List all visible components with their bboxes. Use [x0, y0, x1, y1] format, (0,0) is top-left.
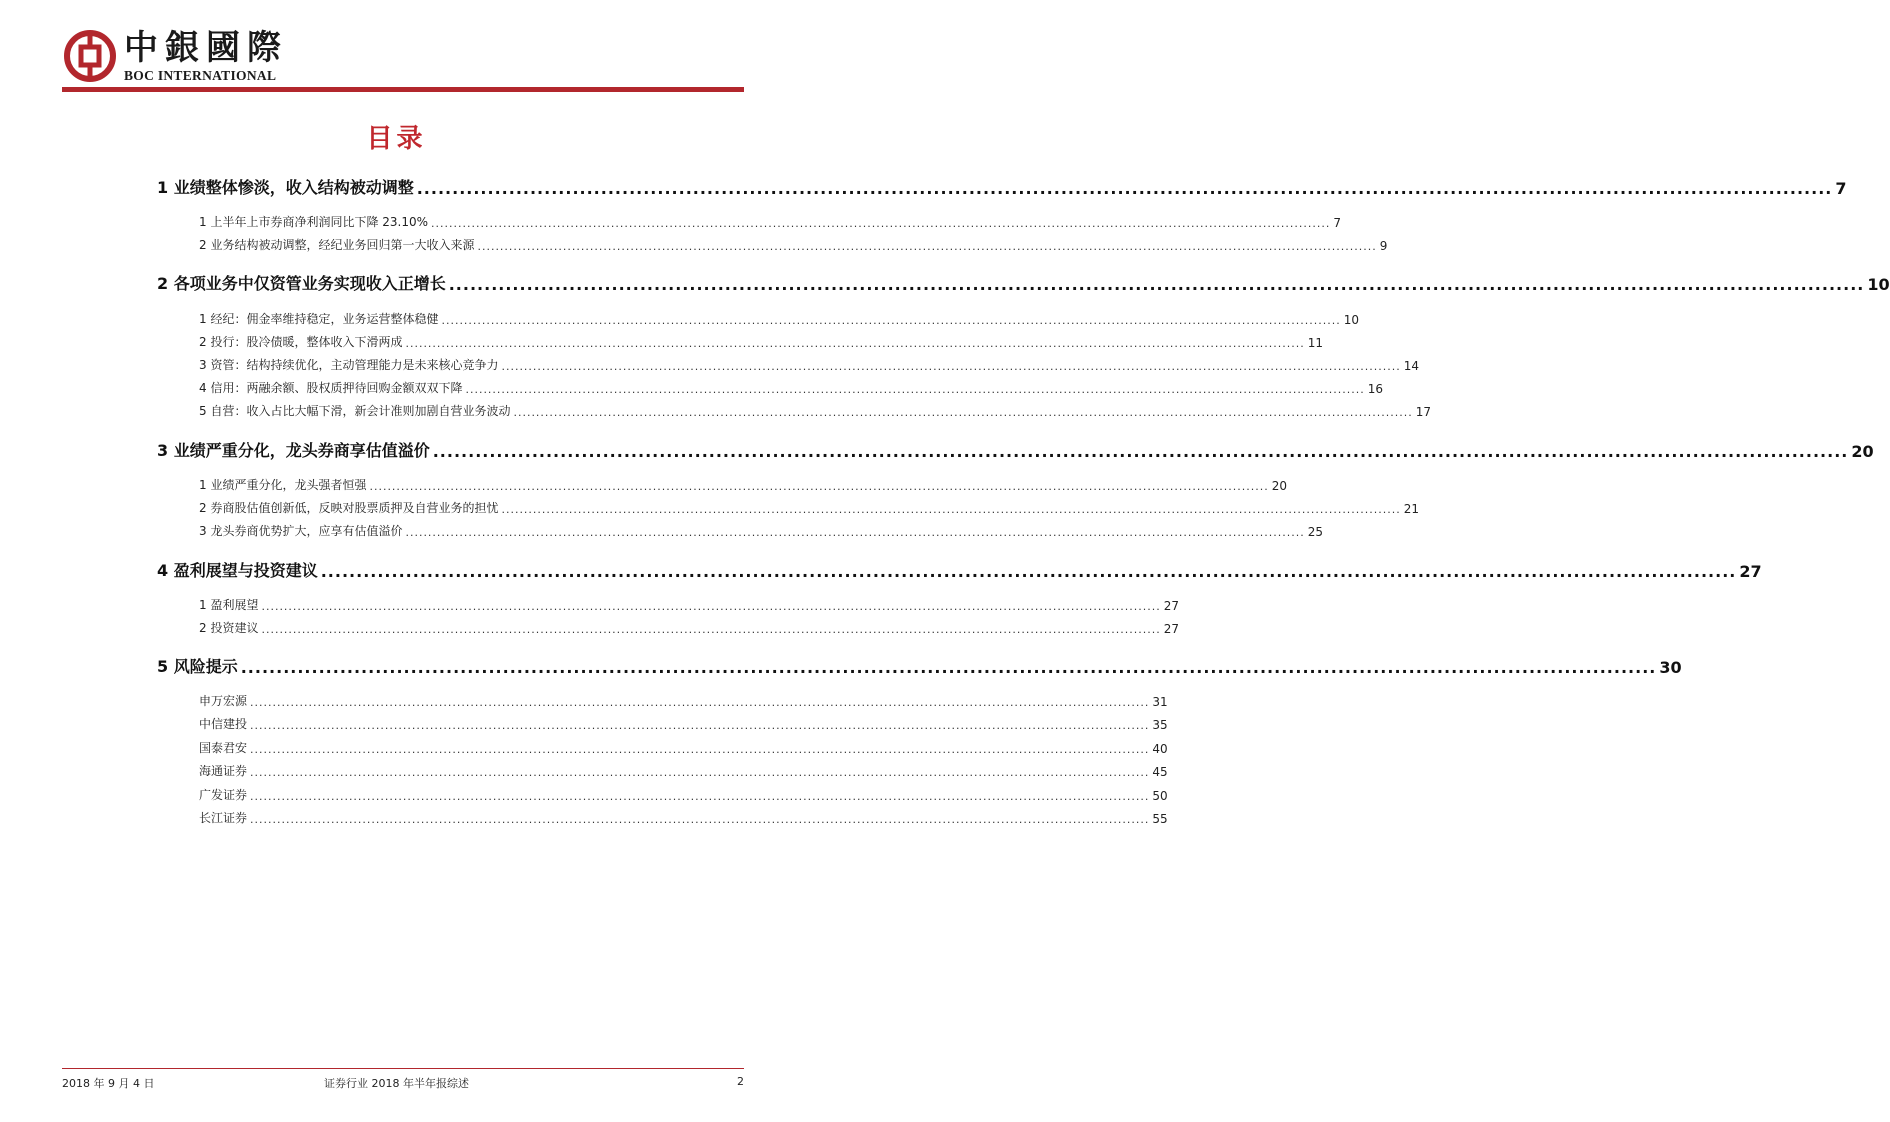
toc-section-3[interactable] — [157, 439, 1874, 461]
toc-item-label: 4 信用：两融余额、股权质押待回购金额双双下降 — [199, 381, 463, 395]
toc-section-page: 27 — [1739, 562, 1762, 581]
toc-section-page: 20 — [1851, 442, 1874, 461]
boc-logo-icon — [64, 30, 116, 82]
toc-item-label: 1 经纪：佣金率维持稳定，业务运营整体稳健 — [199, 312, 439, 326]
toc-item-2-3[interactable] — [199, 357, 1420, 373]
toc-item-4-2[interactable] — [199, 620, 1180, 636]
toc-item-label: 2 券商股估值创新低，反映对股票质押及自营业务的担忧 — [199, 501, 499, 515]
leader-dots: ........................................................................................................................................................................................................ — [432, 442, 1849, 461]
toc-section-label: 4 盈利展望与投资建议 — [157, 561, 318, 580]
toc-item-page: 50 — [1152, 789, 1168, 803]
toc-item-page: 16 — [1367, 382, 1384, 396]
leader-dots: ........................................................................................................................................................................................................ — [405, 526, 1305, 539]
toc-item-5-2[interactable] — [199, 716, 1168, 732]
toc-item-label: 1 业绩严重分化，龙头强者恒强 — [199, 478, 367, 492]
toc-item-3-3[interactable] — [199, 523, 1324, 539]
leader-dots: ........................................................................................................................................................................................................ — [369, 480, 1269, 493]
toc-item-label: 海通证券 — [199, 764, 248, 778]
toc-item-label: 长江证券 — [199, 811, 248, 825]
header-divider — [62, 87, 744, 92]
toc-section-label: 1 业绩整体惨淡，收入结构被动调整 — [157, 178, 414, 197]
leader-dots: ........................................................................................................................................................................................................ — [513, 406, 1413, 419]
toc-item-label: 广发证券 — [199, 788, 248, 802]
toc-section-label: 3 业绩严重分化，龙头券商享估值溢价 — [157, 441, 430, 460]
toc-item-label: 申万宏源 — [199, 694, 248, 708]
toc-item-page: 9 — [1379, 239, 1388, 253]
toc-section-page: 7 — [1835, 179, 1847, 198]
toc-item-label: 1 盈利展望 — [199, 598, 259, 612]
toc-item-label: 3 资管：结构持续优化，主动管理能力是未来核心竞争力 — [199, 358, 499, 372]
toc-item-label: 中信建投 — [199, 717, 248, 731]
toc-item-page: 31 — [1152, 695, 1168, 709]
leader-dots: ........................................................................................................................................................................................................ — [477, 240, 1377, 253]
footer-divider — [62, 1068, 744, 1069]
toc-item-label: 5 自营：收入占比大幅下滑，新会计准则加剧自营业务波动 — [199, 404, 511, 418]
toc-section-1[interactable] — [157, 176, 1847, 198]
toc-item-page: 11 — [1307, 336, 1324, 350]
toc-item-page: 35 — [1152, 718, 1168, 732]
toc-item-label: 2 投行：股冷债暖，整体收入下滑两成 — [199, 335, 403, 349]
toc-item-page: 27 — [1163, 622, 1180, 636]
toc-item-2-2[interactable] — [199, 334, 1324, 350]
toc-item-label: 2 投资建议 — [199, 621, 259, 635]
logo-chinese-name: 中銀國際 — [124, 28, 288, 68]
logo-english-name: BOC INTERNATIONAL — [124, 68, 277, 83]
toc-item-5-5[interactable] — [199, 787, 1168, 803]
toc-section-4[interactable] — [157, 559, 1762, 581]
page-number: 2 — [737, 1075, 744, 1088]
toc-item-3-1[interactable] — [199, 477, 1288, 493]
leader-dots: ........................................................................................................................................................................................................ — [465, 383, 1365, 396]
toc-title: 目录 — [366, 124, 427, 154]
toc-item-5-1[interactable] — [199, 693, 1168, 709]
toc-item-1-1[interactable] — [199, 214, 1341, 230]
toc-section-page: 10 — [1867, 275, 1890, 294]
leader-dots: ........................................................................................................................................................................................................ — [240, 658, 1657, 677]
leader-dots: ........................................................................................................................................................................................................ — [261, 600, 1161, 613]
toc-section-2[interactable] — [157, 272, 1890, 294]
leader-dots: ........................................................................................................................................................................................................ — [416, 179, 1833, 198]
leader-dots: ........................................................................................................................................................................................................ — [250, 743, 1150, 756]
toc-section-5[interactable] — [157, 655, 1682, 677]
toc-item-page: 27 — [1163, 599, 1180, 613]
leader-dots: ........................................................................................................................................................................................................ — [250, 719, 1150, 732]
toc-item-2-1[interactable] — [199, 311, 1360, 327]
toc-item-label: 国泰君安 — [199, 741, 248, 755]
leader-dots: ........................................................................................................................................................................................................ — [261, 623, 1161, 636]
toc-item-2-4[interactable] — [199, 380, 1384, 396]
toc-section-page: 30 — [1659, 658, 1682, 677]
toc-item-2-5[interactable] — [199, 403, 1432, 419]
toc-item-page: 14 — [1403, 359, 1420, 373]
toc-item-5-4[interactable] — [199, 763, 1168, 779]
toc-section-label: 5 风险提示 — [157, 657, 238, 676]
toc-item-5-6[interactable] — [199, 810, 1168, 826]
leader-dots: ........................................................................................................................................................................................................ — [501, 360, 1401, 373]
toc-section-label: 2 各项业务中仅资管业务实现收入正增长 — [157, 274, 446, 293]
footer-report-title: 证券行业 2018 年半年报综述 — [324, 1077, 469, 1090]
toc-item-4-1[interactable] — [199, 597, 1180, 613]
header — [62, 26, 744, 92]
toc-item-page: 40 — [1152, 742, 1168, 756]
leader-dots: ........................................................................................................................................................................................................ — [320, 562, 1737, 581]
leader-dots: ........................................................................................................................................................................................................ — [250, 766, 1150, 779]
footer-date: 2018 年 9 月 4 日 — [62, 1077, 155, 1090]
toc-item-3-2[interactable] — [199, 500, 1420, 516]
leader-dots: ........................................................................................................................................................................................................ — [405, 337, 1305, 350]
toc-item-label: 2 业务结构被动调整，经纪业务回归第一大收入来源 — [199, 238, 475, 252]
toc-item-page: 55 — [1152, 812, 1168, 826]
toc-item-page: 17 — [1415, 405, 1432, 419]
leader-dots: ........................................................................................................................................................................................................ — [441, 314, 1341, 327]
toc-item-page: 25 — [1307, 525, 1324, 539]
toc-item-page: 21 — [1403, 502, 1420, 516]
toc-item-label: 3 龙头券商优势扩大，应享有估值溢价 — [199, 524, 403, 538]
leader-dots: ........................................................................................................................................................................................................ — [250, 813, 1150, 826]
toc-item-page: 20 — [1271, 479, 1288, 493]
toc-item-1-2[interactable] — [199, 237, 1388, 253]
leader-dots: ........................................................................................................................................................................................................ — [250, 696, 1150, 709]
toc-item-page: 7 — [1333, 216, 1341, 230]
toc-item-5-3[interactable] — [199, 740, 1168, 756]
toc-item-page: 10 — [1343, 313, 1360, 327]
leader-dots: ........................................................................................................................................................................................................ — [501, 503, 1401, 516]
leader-dots: ........................................................................................................................................................................................................ — [250, 790, 1150, 803]
leader-dots: ........................................................................................................................................................................................................ — [448, 275, 1865, 294]
toc-item-page: 45 — [1152, 765, 1168, 779]
leader-dots: ........................................................................................................................................................................................................ — [431, 217, 1331, 230]
toc-item-label: 1 上半年上市券商净利润同比下降 23.10% — [199, 215, 429, 229]
